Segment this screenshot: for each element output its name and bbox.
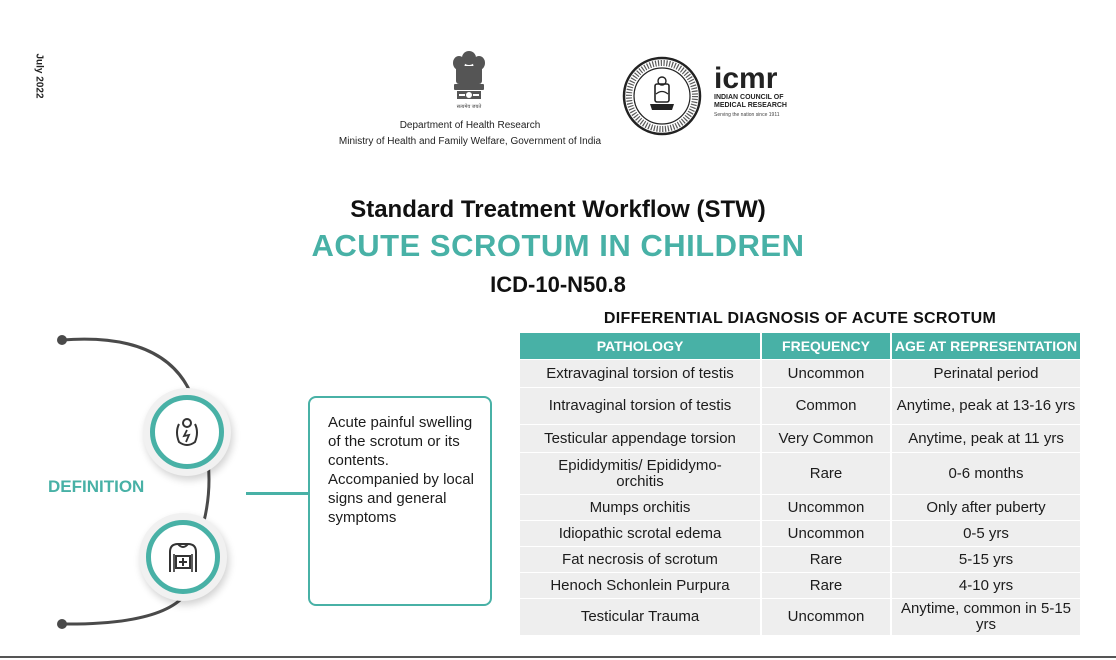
bottom-rule xyxy=(0,656,1116,658)
table-row xyxy=(520,547,1080,572)
workflow-title: Standard Treatment Workflow (STW) xyxy=(350,196,766,223)
cell-frequency: Uncommon xyxy=(762,360,892,387)
cell-frequency: Common xyxy=(762,388,892,424)
arc-end-dot xyxy=(57,619,67,629)
icmr-logo xyxy=(714,64,787,118)
cell-pathology: Extravaginal torsion of testis xyxy=(520,360,762,387)
cell-frequency: Very Common xyxy=(762,425,892,452)
scrotum-pain-icon xyxy=(169,414,205,450)
patient-body-icon-circle xyxy=(146,520,220,594)
header-age: AGE AT REPRESENTATION xyxy=(892,333,1080,359)
date-label: July 2022 xyxy=(33,53,45,99)
cell-age: Anytime, common in 5-15 yrs xyxy=(892,599,1080,635)
cell-pathology: Fat necrosis of scrotum xyxy=(520,547,762,572)
cell-age: Anytime, peak at 11 yrs xyxy=(892,425,1080,452)
cell-age: 0-6 months xyxy=(892,453,1080,494)
cell-frequency: Rare xyxy=(762,573,892,598)
cell-age: Perinatal period xyxy=(892,360,1080,387)
header-frequency: FREQUENCY xyxy=(762,333,892,359)
scrotum-pain-icon-circle xyxy=(150,395,224,469)
table-row xyxy=(520,495,1080,520)
cell-age: 5-15 yrs xyxy=(892,547,1080,572)
cell-pathology: Mumps orchitis xyxy=(520,495,762,520)
national-emblem-icon xyxy=(448,48,490,110)
icmr-logo-line2: MEDICAL RESEARCH xyxy=(714,102,787,109)
condition-title: ACUTE SCROTUM IN CHILDREN xyxy=(311,228,805,263)
emblem-motto: सत्यमेव जयते xyxy=(456,104,482,110)
icmr-logo-line1: INDIAN COUNCIL OF xyxy=(714,94,784,101)
header-pathology: PATHOLOGY xyxy=(520,333,762,359)
cell-age: Only after puberty xyxy=(892,495,1080,520)
cell-pathology: Testicular appendage torsion xyxy=(520,425,762,452)
definition-text: Acute painful swelling of the scrotum or its contents. Accompanied by local signs and general symptoms xyxy=(328,414,474,526)
table-row xyxy=(520,521,1080,546)
cell-age: 0-5 yrs xyxy=(892,521,1080,546)
icmr-logo-tagline: Serving the nation since 1911 xyxy=(714,112,780,118)
icmr-logo-word: icmr xyxy=(714,62,778,95)
ministry-name: Ministry of Health and Family Welfare, Government of India xyxy=(338,136,602,147)
department-name: Department of Health Research xyxy=(399,120,541,131)
table-header-row xyxy=(520,333,1080,359)
differential-diagnosis-table xyxy=(520,332,1080,636)
table-row xyxy=(520,573,1080,598)
cell-frequency: Rare xyxy=(762,453,892,494)
definition-label: DEFINITION xyxy=(48,477,145,496)
patient-body-icon xyxy=(164,538,202,576)
cell-frequency: Uncommon xyxy=(762,495,892,520)
table-row xyxy=(520,453,1080,494)
table-row xyxy=(520,425,1080,452)
cell-age: 4-10 yrs xyxy=(892,573,1080,598)
cell-age: Anytime, peak at 13-16 yrs xyxy=(892,388,1080,424)
cell-frequency: Rare xyxy=(762,547,892,572)
table-row xyxy=(520,599,1080,635)
icd-code: ICD-10-N50.8 xyxy=(490,272,626,297)
definition-connector xyxy=(246,492,308,495)
cell-pathology: Idiopathic scrotal edema xyxy=(520,521,762,546)
table-title: DIFFERENTIAL DIAGNOSIS OF ACUTE SCROTUM xyxy=(603,310,997,327)
cell-frequency: Uncommon xyxy=(762,599,892,635)
cell-frequency: Uncommon xyxy=(762,521,892,546)
icmr-seal-icon xyxy=(622,56,702,136)
cell-pathology: Epididymitis/ Epididymo-orchitis xyxy=(520,453,762,494)
cell-pathology: Testicular Trauma xyxy=(520,599,762,635)
cell-pathology: Henoch Schonlein Purpura xyxy=(520,573,762,598)
table-row xyxy=(520,388,1080,424)
definition-box xyxy=(308,396,492,606)
arc-start-dot xyxy=(57,335,67,345)
table-row xyxy=(520,360,1080,387)
cell-pathology: Intravaginal torsion of testis xyxy=(520,388,762,424)
